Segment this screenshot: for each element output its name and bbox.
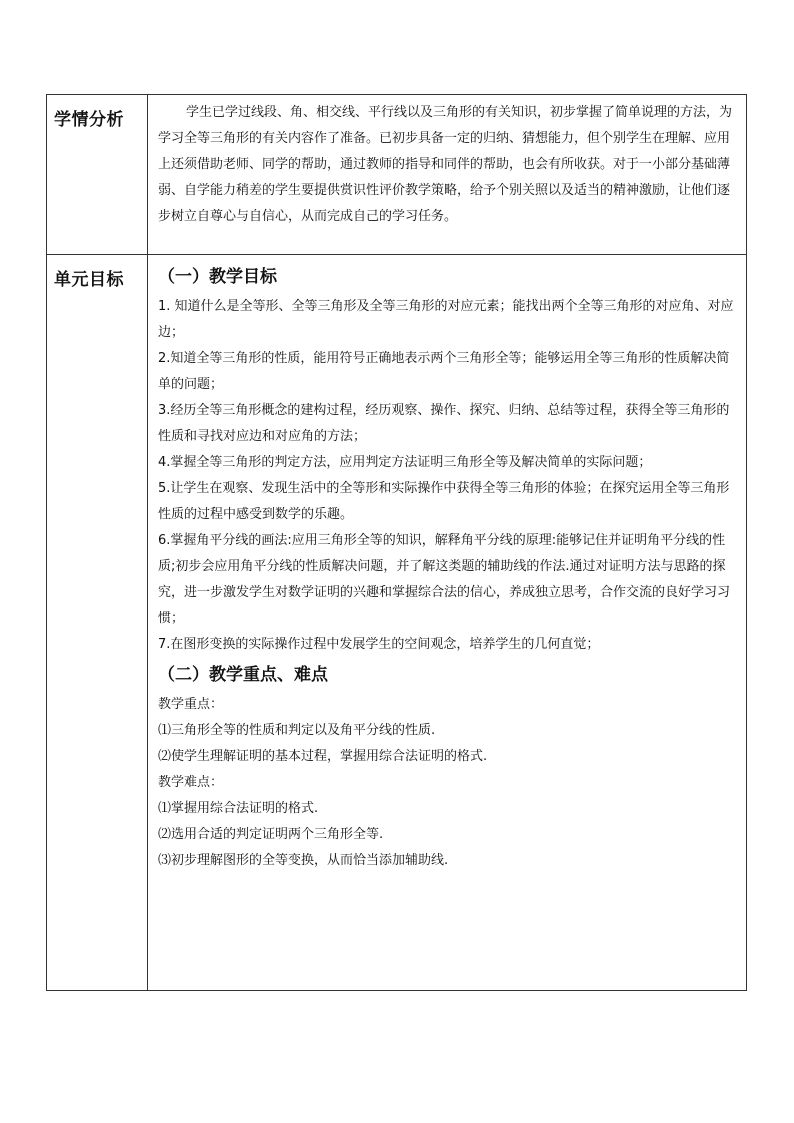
key-difficult-points-heading: （二）教学重点、难点 xyxy=(158,665,328,685)
objective-item: 7.在图形变换的实际操作过程中发展学生的空间观念，培养学生的几何直觉； xyxy=(158,637,600,652)
difficulty-item: ⑵选用合适的判定证明两个三角形全等. xyxy=(158,827,384,842)
objective-item: 2.知道全等三角形的性质，能用符号正确地表示两个三角形全等；能够运用全等三角形的性质解决简单的问题； xyxy=(158,351,730,392)
objective-item: 4.掌握全等三角形的判定方法，应用判定方法证明三角形全等及解决简单的实际问题； xyxy=(158,455,652,470)
goals-label: 单元目标 xyxy=(47,255,148,991)
objective-item: 1. 知道什么是全等形、全等三角形及全等三角形的对应元素；能找出两个全等三角形的对应角、对应边； xyxy=(158,299,734,340)
analysis-text: 学生已学过线段、角、相交线、平行线以及三角形的有关知识，初步掌握了简单说理的方法，为学习全等三角形的有关内容作了准备。已初步具备一定的归纳、猜想能力，但个别学生在理解、应用上还须借助老师、同学的帮助，通过教师的指导和同伴的帮助，也会有所收获。对于一小部分基础薄弱、自学能力稍差的学生要提供赏识性评价教学策略，给予个别关照以及适当的精神激励，让他们逐步树立自尊心与自信心，从而完成自己的学习任务。 xyxy=(158,105,733,224)
teaching-objectives-heading: （一）教学目标 xyxy=(158,267,277,287)
analysis-label: 学情分析 xyxy=(47,95,148,255)
lesson-plan-table xyxy=(46,94,747,991)
key-point-item: ⑵使学生理解证明的基本过程，掌握用综合法证明的格式. xyxy=(158,749,488,764)
goals-content xyxy=(148,255,747,991)
difficulty-item: ⑴掌握用综合法证明的格式. xyxy=(158,801,319,816)
goals-row xyxy=(47,255,747,991)
objective-item: 6.掌握角平分线的画法:应用三角形全等的知识，解释角平分线的原理:能够记住并证明角平分线的性质;初步会应用角平分线的性质解决问题，并了解这类题的辅助线的作法.通过对证明方法与思路的探究，进一步激发学生对数学证明的兴趣和掌握综合法的信心，养成独立思考，合作交流的良好学习习惯； xyxy=(158,533,731,626)
difficulties-label: 教学难点： xyxy=(158,775,224,790)
key-point-item: ⑴三角形全等的性质和判定以及角平分线的性质. xyxy=(158,723,436,738)
analysis-content xyxy=(148,95,747,255)
difficulty-item: ⑶初步理解图形的全等变换，从而恰当添加辅助线. xyxy=(158,853,449,868)
objective-item: 3.经历全等三角形概念的建构过程，经历观察、操作、探究、归纳、总结等过程，获得全等三角形的性质和寻找对应边和对应角的方法； xyxy=(158,403,730,444)
analysis-row xyxy=(47,95,747,255)
objective-item: 5.让学生在观察、发现生活中的全等形和实际操作中获得全等三角形的体验；在探究运用全等三角形性质的过程中感受到数学的乐趣。 xyxy=(158,481,730,522)
key-points-label: 教学重点： xyxy=(158,697,224,712)
